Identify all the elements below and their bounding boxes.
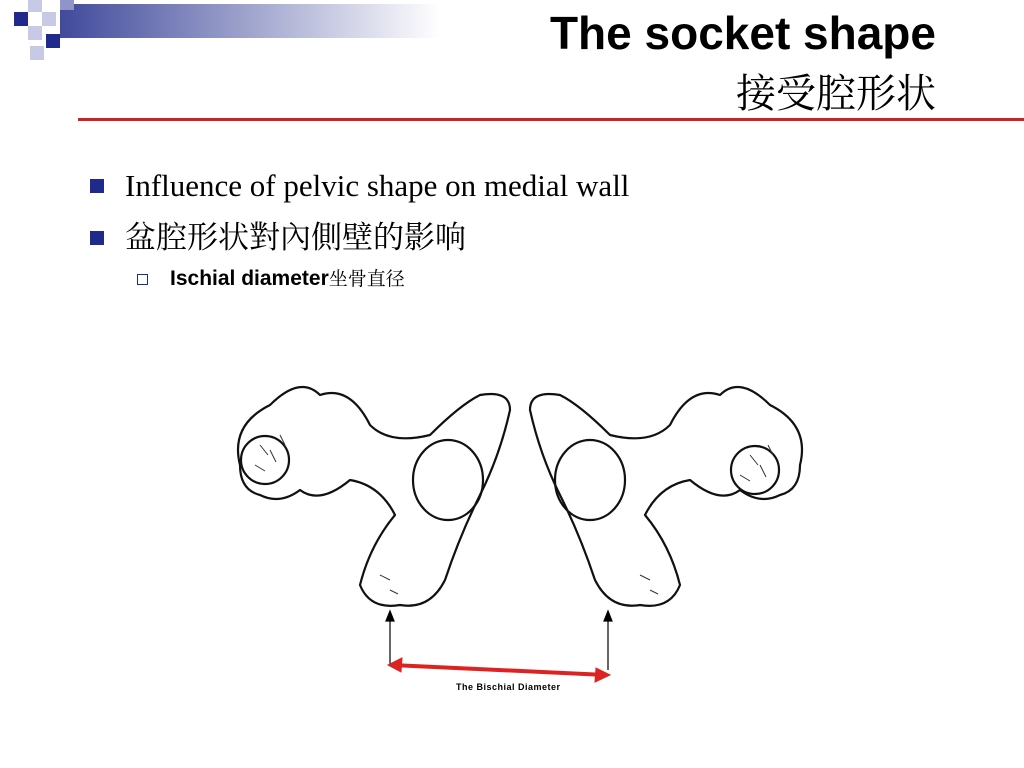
bullet-text: 盆腔形状對內側壁的影响 [125, 220, 466, 256]
slide-subtitle: 接受腔形状 [736, 71, 936, 117]
corner-decoration [0, 0, 440, 60]
pelvis-illustration [220, 365, 820, 705]
hollow-square-bullet-icon [137, 274, 148, 285]
bullet-text: Influence of pelvic shape on medial wall [125, 168, 630, 203]
sub-bullet-chinese-text: 坐骨直径 [328, 268, 405, 290]
bullet-item [90, 168, 629, 204]
ischial-diameter-arrow [388, 658, 610, 682]
square-bullet-icon [90, 179, 104, 193]
slide-title: The socket shape [549, 7, 936, 59]
sub-bullet-bold-text: Ischial diameter [170, 267, 329, 290]
bullet-item [90, 220, 466, 256]
right-pelvis-bone [530, 387, 802, 606]
left-obturator-foramen [413, 440, 483, 520]
title-rule [78, 118, 1024, 121]
left-acetabulum [241, 436, 289, 484]
left-pelvis-bone [238, 387, 510, 606]
square-bullet-icon [90, 231, 104, 245]
sub-bullet-item [137, 265, 405, 293]
right-obturator-foramen [555, 440, 625, 520]
figure-caption: The Bischial Diameter [456, 682, 561, 692]
